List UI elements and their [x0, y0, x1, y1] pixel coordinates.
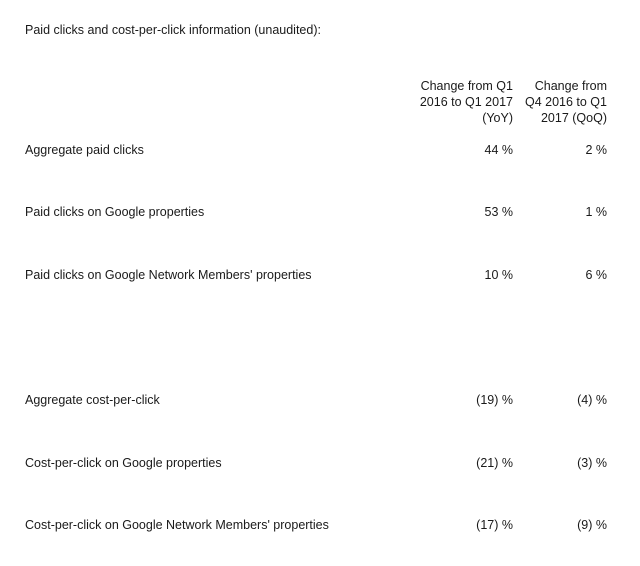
qoq-value: 6 %	[585, 268, 607, 282]
row-label: Aggregate cost-per-click	[25, 393, 160, 407]
table-row-cpc-google-properties	[0, 456, 640, 474]
table-heading: Paid clicks and cost-per-click information (unaudited):	[25, 23, 321, 37]
column-header-yoy: Change from Q1 2016 to Q1 2017 (YoY)	[419, 79, 513, 125]
table-row-cpc-network-members	[0, 518, 640, 536]
yoy-value: 44 %	[484, 143, 513, 157]
table-row-aggregate-cpc	[0, 393, 640, 411]
yoy-value: 10 %	[484, 268, 513, 282]
table-row-paid-clicks-google-properties	[0, 205, 640, 223]
yoy-value: (17) %	[476, 518, 513, 532]
qoq-value: 2 %	[585, 143, 607, 157]
row-label: Cost-per-click on Google properties	[25, 456, 222, 470]
qoq-value: 1 %	[585, 205, 607, 219]
row-label: Paid clicks on Google properties	[25, 205, 205, 219]
qoq-value: (3) %	[577, 456, 607, 470]
table-row-paid-clicks-network-members	[0, 268, 640, 286]
qoq-value: (9) %	[577, 518, 607, 532]
yoy-value: (21) %	[476, 456, 513, 470]
yoy-value: 53 %	[484, 205, 513, 219]
row-label: Paid clicks on Google Network Members' properties	[25, 268, 312, 282]
qoq-value: (4) %	[577, 393, 607, 407]
row-label: Cost-per-click on Google Network Members' properties	[25, 518, 329, 532]
table-row-aggregate-paid-clicks	[0, 143, 640, 161]
column-header-qoq: Change from Q4 2016 to Q1 2017 (QoQ)	[524, 79, 607, 125]
yoy-value: (19) %	[476, 393, 513, 407]
row-label: Aggregate paid clicks	[25, 143, 144, 157]
